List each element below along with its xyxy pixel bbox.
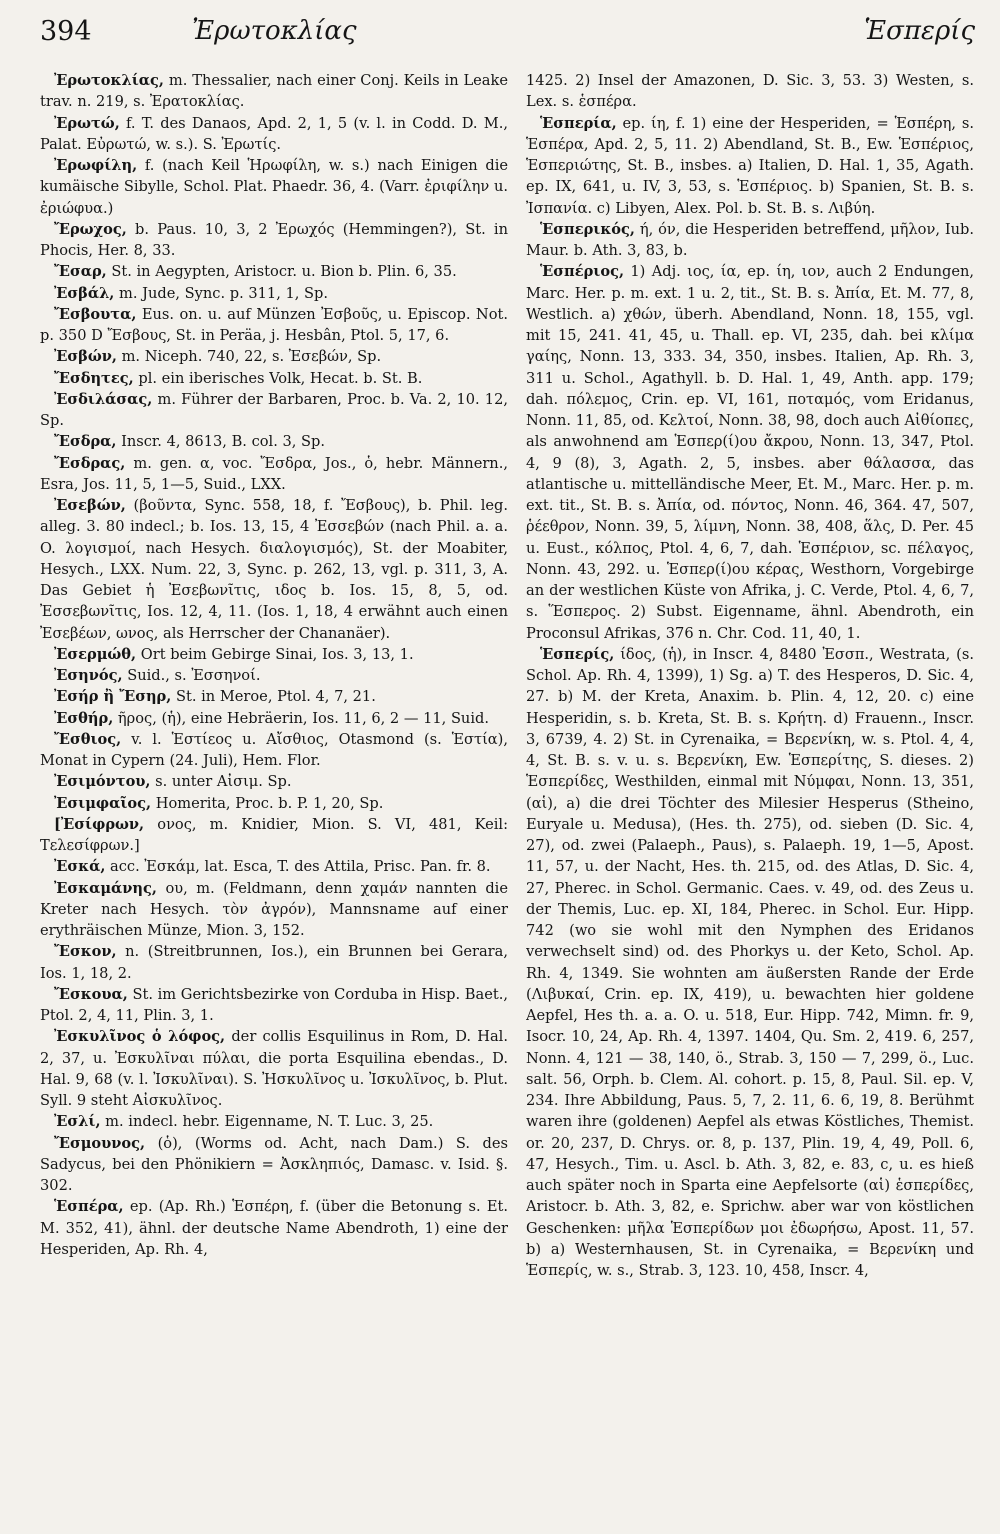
entry-definition: pl. ein iberisches Volk, Hecat. b. St. B.	[133, 369, 423, 387]
entry-definition: Homerita, Proc. b. P. 1, 20, Sp.	[151, 794, 384, 812]
entry-headword: Ἐσιμόντου,	[54, 773, 151, 791]
entry-definition: v. l. Ἑστίεος u. Αἴσθιος, Otasmond (s. Ἑστία), Monat in Cypern (24. Juli), Hem. Flor.	[40, 730, 508, 769]
dictionary-entry	[40, 708, 508, 729]
entry-definition: 1) Adj. ιος, ία, ep. ίη, ιον, auch 2 Endungen, Marc. Her. p. m. ext. 1 u. 2, tit., St. B. s. Ἀπία, Et. M. 77, 8, Westlich. a) χθών, überh. Abendland, Nonn. 18, 155, vgl. mit 15, 241. 41, 45, u. Thall. ep. VI, 235, dah. bei κλίμα γαίης, Nonn. 13, 333. 34, 350, insbes. Italien, Ap. Rh. 3, 311 u. Schol., Agathyll. b. D. Hal. 1, 49, Anth. app. 179; dah. πόλεμος, Crin. ep. VI, 161, ποταμός, vom Eridanus, Nonn. 11, 85, od. Κελτοί, Nonn. 38, 98, doch auch Αἰθίοπες, als anwohnend am Ἑσπερ(ί)ου ἄκρου, Nonn. 13, 347, Ptol. 4, 9 (8), 3, Agath. 2, 5, insbes. aber θάλασσα, das atlantische u. mittelländische Meer, Et. M., Marc. Her. p. m. ext. tit., St. B. s. Ἀπία, od. πόντος, Nonn. 46, 364. 47, 507, ῥέεθρον, Nonn. 39, 5, λίμνη, Nonn. 38, 408, ἅλς, D. Per. 45 u. Eust., κόλπος, Ptol. 4, 6, 7, dah. Ἑσπέριον, sc. πέλαγος, Nonn. 43, 292. u. Ἑσπερ(ί)ου κέρας, Westhorn, Vorgebirge an der westlichen Küste von Afrika, j. C. Verde, Ptol. 4, 6, 7, s. Ἕσπερος. 2) Subst. Eigenname, ähnl. Abendroth, ein Proconsul Afrikas, 376 n. Chr. Cod. 11, 40, 1.	[526, 263, 974, 642]
entry-definition: 1425. 2) Insel der Amazonen, D. Sic. 3, 53. 3) Westen, s. Lex. s. ἑσπέρα.	[526, 72, 974, 111]
dictionary-entry	[526, 113, 974, 219]
entry-headword: Ἑσπερίς,	[540, 645, 615, 663]
dictionary-entry	[40, 346, 508, 367]
entry-headword: Ἐρωτώ,	[54, 114, 120, 132]
dictionary-entry	[526, 70, 974, 113]
entry-definition: m. Führer der Barbaren, Proc. b. Va. 2, 10. 12, Sp.	[40, 390, 508, 429]
entry-headword: Ἔσδητες,	[54, 369, 134, 387]
entry-definition: St. im Gerichtsbezirke von Corduba in Hisp. Baet., Ptol. 2, 4, 11, Plin. 3, 1.	[40, 985, 508, 1024]
dictionary-entry	[40, 984, 508, 1027]
entry-headword: Ἐσκυλῖνος ὁ λόφος,	[54, 1028, 226, 1046]
entry-definition: f. (nach Keil Ἡρωφίλη, w. s.) nach Einigen die kumäische Sibylle, Schol. Plat. Phaedr. 36, 4. (Varr. ἐριφίλην u. ἐριώφυα.)	[40, 157, 508, 217]
entry-definition: ίδος, (ἡ), in Inscr. 4, 8480 Ἐσσπ., Westrata, (s. Schol. Ap. Rh. 4, 1399), 1) Sg. a) T. des Hesperos, D. Sic. 4, 27. b) M. der Kreta, Anaxim. b. Plin. 4, 12, 20. c) eine Hesperidin, s. b. Kreta, St. B. s. Κρήτη. d) Frauenn., Inscr. 3, 6739, 4. 2) St. in Cyrenaika, = Βερενίκη, w. s. Ptol. 4, 4, 4, St. B. s. v. u. s. Βερενίκη, Ew. Ἑσπερίτης, S. dieses. 2) Ἑσπερίδες, Westhilden, einmal mit Νύμφαι, Nonn. 13, 351, (αἱ), a) die drei Töchter des Milesier Hesperus (Stheino, Euryale u. Medusa), (Hes. th. 275), od. sieben (D. Sic. 4, 27), od. zwei (Palaeph., Paus), s. Palaeph. 19, 1—5, Apost. 11, 57, u. der Nacht, Hes. th. 215, od. des Atlas, D. Sic. 4, 27, Pherec. in Schol. Germanic. Caes. v. 49, od. des Zeus u. der Themis, Luc. ep. XI, 184, Pherec. in Schol. Eur. Hipp. 742 (wo sie wohl mit den Nymphen des Eridanos verwechselt sind) od. des Phorkys u. der Keto, Schol. Ap. Rh. 4, 1349. Sie wohnten am äußersten Rande der Erde (Λιβυκαί, Crin. ep. IX, 419), u. bewachten hier goldene Aepfel, Hes th. a. a. O. u. 518, Eur. Hipp. 742, Mimn. fr. 9, Isocr. 10, 24, Ap. Rh. 4, 1397. 1404, Qu. Sm. 2, 419. 6, 257, Nonn. 4, 121 — 38, 140, ö., Strab. 3, 150 — 7, 299, ö., Luc. salt. 56, Orph. b. Clem. Al. cohort. p. 15, 8, Paul. Sil. ep. V, 234. Ihre Abbildung, Paus. 5, 7, 2. 11, 6. 6, 19, 8. Berühmt waren ihre (goldenen) Aepfel als etwas Köstliches, Themist. or. 20, 237, D. Chrys. or. 8, p. 137, Plin. 19, 4, 49, Poll. 6, 47, Hesych., Tim. u. Ascl. b. Ath. 3, 82, e. 83, c, u. es hieß auch später noch in Sparta eine Aepfelsorte (αἱ) ἑσπερίδες, Aristocr. b. Ath. 3, 82, e. Sprichw. aber war von köstlichen Geschenken: μῆλα Ἑσπερίδων μοι ἐδωρήσω, Apost. 11, 57. b) a) Westernhausen, St. in Cyrenaika, = Βερενίκη und Ἑσπερίς, w. s., Strab. 3, 123. 10, 458, Inscr. 4,	[526, 645, 974, 1279]
entry-definition: ου, m. (Feldmann, denn χαμάν nannten die Kreter nach Hesych. τὸν ἀγρόν), Mannsname auf einer erythräischen Münze, Mion. 3, 152.	[40, 879, 508, 939]
dictionary-entry	[40, 941, 508, 984]
entry-headword: Ἐσερμώθ,	[54, 645, 137, 663]
running-head-right: Ἑσπερίς	[864, 16, 975, 46]
entry-definition: St. in Meroe, Ptol. 4, 7, 21.	[171, 688, 376, 706]
entry-definition: n. (Streitbrunnen, Ios.), ein Brunnen bei Gerara, Ios. 1, 18, 2.	[40, 943, 508, 982]
dictionary-entry	[40, 1196, 508, 1260]
entry-headword: Ἔσκον,	[54, 943, 117, 961]
entry-headword: Ἔσαρ,	[54, 263, 107, 281]
entry-headword: Ἔσθιος,	[54, 730, 122, 748]
entry-definition: m. gen. α, voc. Ἔσδρα, Jos., ὁ, hebr. Männern., Esra, Jos. 11, 5, 1—5, Suid., LXX.	[40, 454, 508, 493]
entry-definition: ep. ίη, f. 1) eine der Hesperiden, = Ἑσπέρη, s. Ἑσπέρα, Apd. 2, 5, 11. 2) Abendland, St. B., Ew. Ἑσπέριος, Ἑσπεριώτης, St. B., insbes. a) Italien, D. Hal. 1, 35, Agath. ep. IX, 641, u. IV, 3, 53, s. Ἑσπέριος. b) Spanien, St. B. s. Ἰσπανία. c) Libyen, Alex. Pol. b. St. B. s. Λιβύη.	[526, 114, 974, 217]
dictionary-entry	[40, 1133, 508, 1197]
entry-headword: Ἔσδρα,	[54, 433, 117, 451]
entry-headword: Ἔσκουα,	[54, 985, 128, 1003]
dictionary-entry	[40, 665, 508, 686]
entry-headword: Ἐρωφίλη,	[54, 157, 138, 174]
entry-headword: Ἑσπέρα,	[54, 1198, 124, 1216]
entry-headword: Ἔσμουνος,	[54, 1134, 146, 1152]
dictionary-entry	[40, 261, 508, 282]
entry-headword: Ἔρωχος,	[54, 220, 127, 238]
dictionary-entry	[40, 644, 508, 665]
entry-headword: Ἐσηνός,	[54, 667, 123, 684]
entry-definition: m. Thessalier, nach einer Conj. Keils in Leake trav. n. 219, s. Ἐρατοκλίας.	[40, 72, 508, 111]
entry-headword: Ἐσλί,	[54, 1113, 101, 1131]
page-header	[40, 16, 975, 64]
entry-headword: Ἐσκά,	[54, 858, 106, 876]
dictionary-entry	[40, 856, 508, 877]
entry-definition: Inscr. 4, 8613, B. col. 3, Sp.	[116, 433, 326, 451]
entry-definition: ή, όν, die Hesperiden betreffend, μῆλον, Iub. Maur. b. Ath. 3, 83, b.	[526, 220, 974, 259]
entry-headword: Ἔσβουτα,	[54, 305, 137, 323]
dictionary-entry	[40, 155, 508, 219]
entry-headword: Ἐσβών,	[54, 348, 117, 366]
right-column	[526, 70, 974, 1526]
dictionary-entry	[40, 729, 508, 772]
entry-definition: ονος, m. Knidier, Mion. S. VI, 481, Keil: Τελεσίφρων.]	[40, 815, 508, 854]
entry-headword: Ἐσκαμάνης,	[54, 879, 157, 897]
entry-definition: Suid., s. Ἐσσηνοί.	[122, 667, 261, 684]
entry-headword: Ἐσδιλάσας,	[54, 390, 153, 408]
running-head-left: Ἐρωτοκλίας	[192, 16, 357, 46]
dictionary-entry	[526, 644, 974, 1282]
dictionary-entry	[40, 70, 508, 113]
page-number: 394	[40, 16, 92, 47]
dictionary-entry	[40, 1111, 508, 1132]
dictionary-entry	[40, 878, 508, 942]
entry-headword: Ἐσεβών,	[54, 497, 126, 514]
dictionary-entry	[40, 1026, 508, 1111]
dictionary-entry	[40, 814, 508, 857]
entry-definition: Eus. on. u. auf Münzen Ἐσβοῦς, u. Episcop. Not. p. 350 D Ἔσβους, St. in Peräa, j. Hesbân, Ptol. 5, 17, 6.	[40, 305, 508, 344]
dictionary-entry	[40, 686, 508, 707]
entry-definition: m. indecl. hebr. Eigenname, N. T. Luc. 3, 25.	[100, 1113, 434, 1131]
entry-definition: m. Jude, Sync. p. 311, 1, Sp.	[114, 284, 329, 302]
dictionary-entry	[40, 219, 508, 262]
entry-headword: Ἑσπερικός,	[540, 220, 635, 238]
entry-definition: acc. Ἐσκάμ, lat. Esca, T. des Attila, Prisc. Pan. fr. 8.	[105, 858, 491, 876]
entry-definition: m. Niceph. 740, 22, s. Ἐσεβών, Sp.	[116, 348, 382, 366]
entry-definition: s. unter Αἰσιμ. Sp.	[150, 773, 292, 791]
entry-definition: b. Paus. 10, 3, 2 Ἐρωχός (Hemmingen?), St. in Phocis, Her. 8, 33.	[40, 220, 508, 259]
entry-headword: Ἑσπερία,	[540, 114, 617, 132]
dictionary-entry	[40, 431, 508, 452]
entry-headword: Ἐσήρ ἢ Ἔσηρ,	[54, 688, 172, 706]
dictionary-entry	[40, 283, 508, 304]
entry-headword: [Ἐσίφρων,	[54, 815, 145, 833]
dictionary-entry	[40, 304, 508, 347]
entry-definition: Ort beim Gebirge Sinai, Ios. 3, 13, 1.	[136, 645, 414, 663]
entry-headword: Ἑσπέριος,	[540, 263, 625, 281]
dictionary-entry	[40, 453, 508, 496]
entry-definition: (βοῦντα, Sync. 558, 18, f. Ἔσβους), b. Phil. leg. alleg. 3. 80 indecl.; b. Ios. 13, 15, 4 Ἐσσεβών (nach Phil. a. a. O. λογισμοί, nach Hesych. διαλογισμός), St. der Moabiter, Hesych., LXX. Num. 22, 3, Sync. p. 262, 13, vgl. p. 311, 3, A. Das Gebiet ἡ Ἐσεβωνῖτις, ιδος b. Ios. 15, 8, 5, od. Ἐσσεβωνῖτις, Ios. 12, 4, 11. (Ios. 1, 18, 4 erwähnt auch einen Ἐσεβέων, ωνος, als Herrscher der Chananäer).	[40, 497, 508, 642]
left-column	[40, 70, 508, 1526]
entry-definition: ep. (Ap. Rh.) Ἑσπέρη, f. (über die Betonung s. Et. M. 352, 41), ähnl. der deutsche Name Abendroth, 1) eine der Hesperiden, Ap. Rh. 4,	[40, 1198, 508, 1258]
entry-headword: Ἐσιμφαῖος,	[54, 794, 152, 812]
dictionary-entry	[40, 793, 508, 814]
entry-headword: Ἔσδρας,	[54, 454, 126, 472]
dictionary-entry	[526, 261, 974, 644]
entry-definition: f. T. des Danaos, Apd. 2, 1, 5 (v. l. in Codd. D. M., Palat. Εὐρωτώ, w. s.). S. Ἐρωτίς.	[40, 114, 508, 153]
entry-headword: Ἐρωτοκλίας,	[54, 72, 164, 89]
dictionary-entry	[40, 389, 508, 432]
entry-definition: (ὁ), (Worms od. Acht, nach Dam.) S. des Sadycus, bei den Phönikiern = Ἀσκληπιός, Damasc. v. Isid. §. 302.	[40, 1134, 508, 1194]
entry-headword: Ἐσβάλ,	[54, 284, 115, 302]
entry-definition: ῆρος, (ἡ), eine Hebräerin, Ios. 11, 6, 2 — 11, Suid.	[113, 709, 489, 727]
dictionary-entry	[40, 113, 508, 156]
dictionary-entry	[40, 495, 508, 644]
entry-definition: der collis Esquilinus in Rom, D. Hal. 2, 37, u. Ἐσκυλῖναι πύλαι, die porta Esquilina ebendas., D. Hal. 9, 68 (v. l. Ἰσκυλῖναι). S. Ἠσκυλῖνος u. Ἰσκυλῖνος, b. Plut. Syll. 9 steht Αἰσκυλῖνος.	[40, 1028, 508, 1109]
dictionary-entry	[526, 219, 974, 262]
dictionary-entry	[40, 771, 508, 792]
dictionary-entry	[40, 368, 508, 389]
entry-headword: Ἐσθήρ,	[54, 709, 114, 727]
entry-definition: St. in Aegypten, Aristocr. u. Bion b. Plin. 6, 35.	[106, 263, 457, 281]
